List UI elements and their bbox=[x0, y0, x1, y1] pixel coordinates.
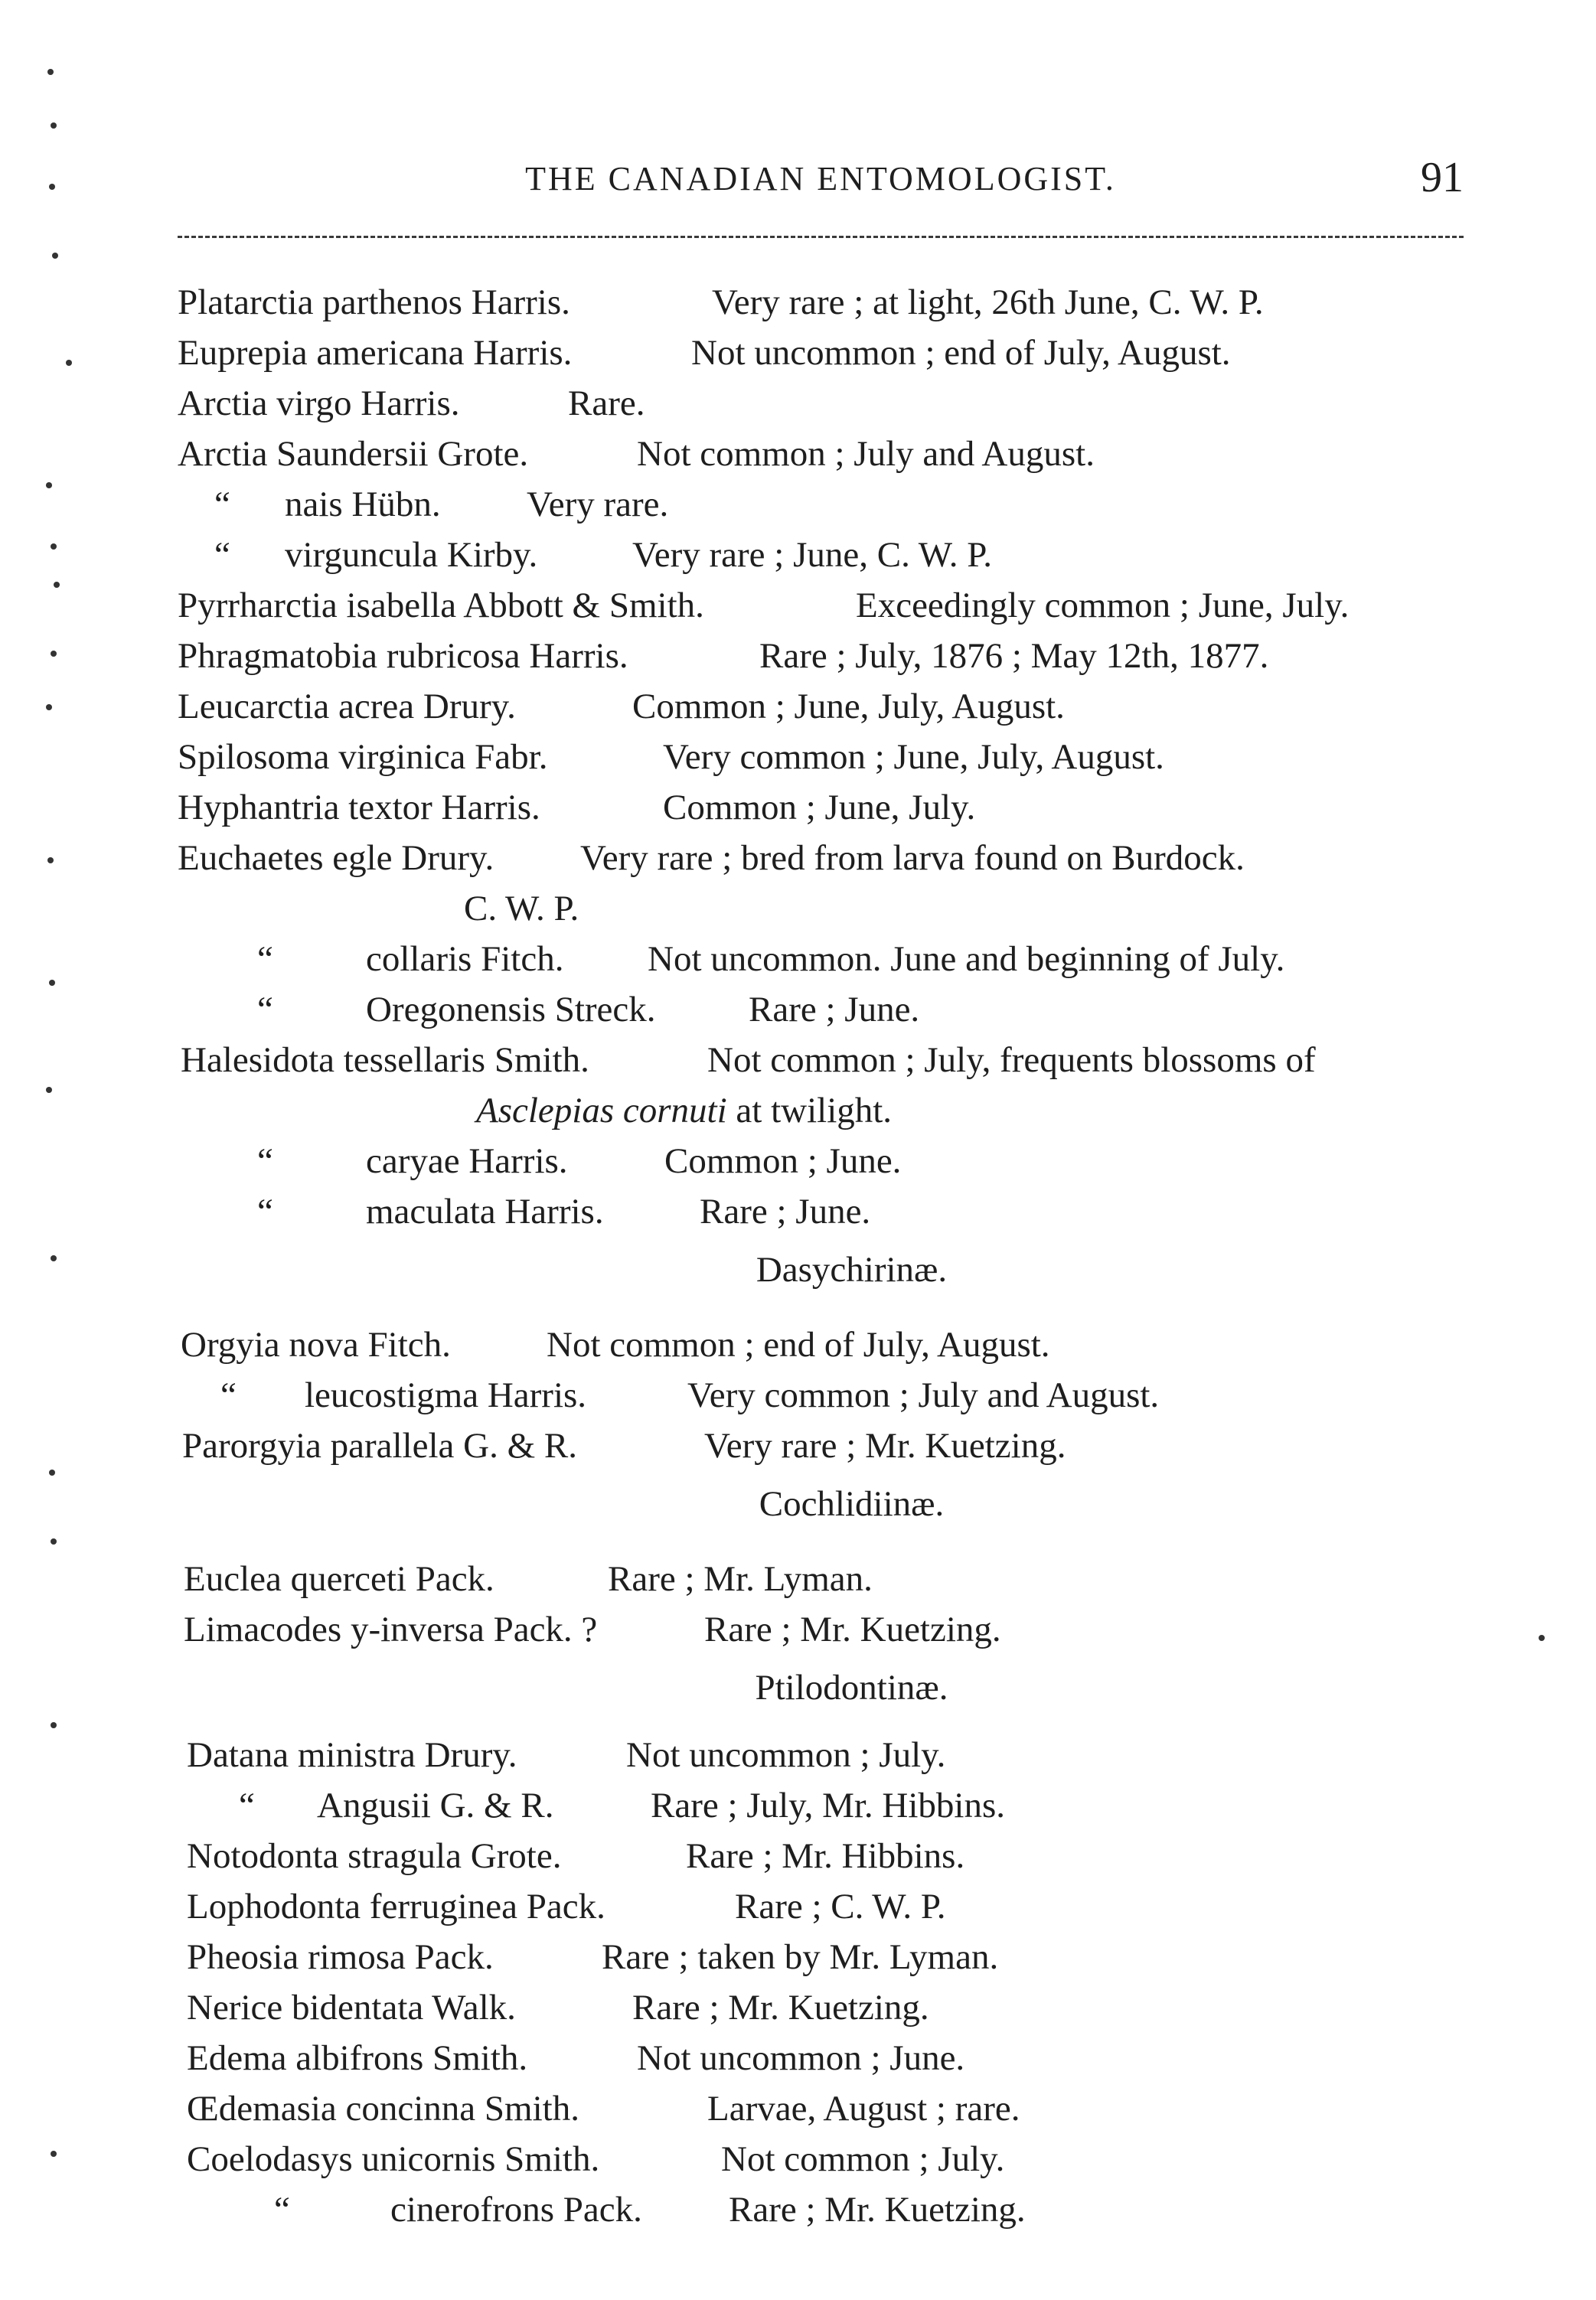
species-note: Very rare. bbox=[527, 484, 669, 524]
ditto-mark: “ bbox=[214, 535, 230, 575]
list-item bbox=[0, 2134, 1596, 2184]
list-item-continuation bbox=[0, 1085, 1596, 1136]
species-note: Rare. bbox=[568, 383, 645, 423]
species-name: virguncula Kirby. bbox=[285, 535, 538, 575]
species-name: Pheosia rimosa Pack. bbox=[187, 1937, 494, 1977]
section-heading-ptilodontinae: Ptilodontinæ. bbox=[755, 1668, 948, 1708]
page-header bbox=[178, 153, 1464, 207]
list-item bbox=[0, 580, 1596, 631]
species-name: Datana ministra Drury. bbox=[187, 1735, 517, 1775]
species-name: Edema albifrons Smith. bbox=[187, 2038, 528, 2078]
ditto-mark: “ bbox=[214, 484, 230, 524]
list-item bbox=[0, 833, 1596, 883]
list-item bbox=[0, 782, 1596, 833]
species-name: Hyphantria textor Harris. bbox=[178, 788, 540, 827]
species-name: caryae Harris. bbox=[366, 1141, 568, 1181]
species-list bbox=[0, 277, 1596, 2236]
list-item bbox=[0, 1831, 1596, 1881]
species-note: Rare ; Mr. Lyman. bbox=[608, 1559, 873, 1599]
species-note: Rare ; July, Mr. Hibbins. bbox=[651, 1786, 1006, 1825]
list-item bbox=[0, 1881, 1596, 1932]
species-note: Rare ; July, 1876 ; May 12th, 1877. bbox=[759, 636, 1269, 676]
species-note: Not common ; July and August. bbox=[637, 434, 1095, 474]
page-number: 91 bbox=[1421, 154, 1464, 201]
species-name: Spilosoma virginica Fabr. bbox=[178, 737, 548, 777]
list-item bbox=[0, 732, 1596, 782]
species-note: Rare ; Mr. Hibbins. bbox=[686, 1836, 965, 1876]
species-name: Platarctia parthenos Harris. bbox=[178, 282, 570, 322]
list-item bbox=[0, 1370, 1596, 1421]
species-note: Rare ; Mr. Kuetzing. bbox=[729, 2190, 1026, 2230]
species-note: Very rare ; June, C. W. P. bbox=[632, 535, 992, 575]
species-name: maculata Harris. bbox=[366, 1192, 604, 1232]
species-note-continuation: C. W. P. bbox=[464, 889, 579, 928]
section-heading-cochlidiinae: Cochlidiinæ. bbox=[759, 1484, 945, 1524]
species-note: Larvae, August ; rare. bbox=[707, 2089, 1020, 2129]
ditto-mark: “ bbox=[257, 1192, 273, 1232]
list-item bbox=[0, 1982, 1596, 2033]
species-note: Rare ; June. bbox=[700, 1192, 871, 1232]
ditto-mark: “ bbox=[257, 990, 273, 1029]
species-name: Arctia virgo Harris. bbox=[178, 383, 460, 423]
species-note: Rare ; June. bbox=[749, 990, 920, 1029]
list-item bbox=[0, 378, 1596, 429]
species-name: Angusii G. & R. bbox=[317, 1786, 554, 1825]
list-item bbox=[0, 1186, 1596, 1237]
species-note: Very rare ; at light, 26th June, C. W. P. bbox=[712, 282, 1264, 322]
list-item-continuation bbox=[0, 883, 1596, 934]
species-name: Leucarctia acrea Drury. bbox=[178, 687, 516, 726]
species-name: Euchaetes egle Drury. bbox=[178, 838, 494, 878]
species-note: Rare ; C. W. P. bbox=[735, 1887, 946, 1926]
species-name: Euclea querceti Pack. bbox=[184, 1559, 494, 1599]
list-item bbox=[0, 934, 1596, 984]
header-rule bbox=[178, 236, 1464, 238]
species-note: Not uncommon ; end of July, August. bbox=[691, 333, 1231, 373]
species-name: Arctia Saundersii Grote. bbox=[178, 434, 529, 474]
species-note: Very common ; July and August. bbox=[687, 1375, 1160, 1415]
species-name: Phragmatobia rubricosa Harris. bbox=[178, 636, 628, 676]
list-item bbox=[0, 2083, 1596, 2134]
list-item bbox=[0, 1730, 1596, 1780]
species-name: Limacodes y-inversa Pack. ? bbox=[184, 1610, 598, 1649]
list-item bbox=[0, 429, 1596, 479]
list-item bbox=[0, 479, 1596, 530]
species-name: Coelodasys unicornis Smith. bbox=[187, 2139, 600, 2179]
species-name: nais Hübn. bbox=[285, 484, 441, 524]
section-heading-dasychirinae: Dasychirinæ. bbox=[756, 1250, 948, 1290]
ditto-mark: “ bbox=[257, 939, 273, 979]
species-note: Common ; June, July. bbox=[663, 788, 976, 827]
list-item bbox=[0, 2184, 1596, 2235]
species-note: Not uncommon. June and beginning of July. bbox=[648, 939, 1285, 979]
species-note: Common ; June, July, August. bbox=[632, 687, 1065, 726]
species-name: Lophodonta ferruginea Pack. bbox=[187, 1887, 605, 1926]
species-note: Rare ; Mr. Kuetzing. bbox=[632, 1988, 929, 2028]
list-item bbox=[0, 1136, 1596, 1186]
species-name: leucostigma Harris. bbox=[305, 1375, 587, 1415]
species-name: Notodonta stragula Grote. bbox=[187, 1836, 562, 1876]
list-item bbox=[0, 277, 1596, 328]
ditto-mark: “ bbox=[239, 1786, 255, 1825]
list-item bbox=[0, 1421, 1596, 1471]
species-note: Very rare ; Mr. Kuetzing. bbox=[704, 1426, 1066, 1466]
species-note: Not common ; end of July, August. bbox=[547, 1325, 1050, 1365]
species-name: Pyrrharctia isabella Abbott & Smith. bbox=[178, 586, 704, 625]
list-item bbox=[0, 1554, 1596, 1604]
species-note: Very common ; June, July, August. bbox=[663, 737, 1164, 777]
list-item bbox=[0, 631, 1596, 681]
species-note: Not common ; July, frequents blossoms of bbox=[707, 1040, 1316, 1080]
species-name: Nerice bidentata Walk. bbox=[187, 1988, 516, 2028]
list-item bbox=[0, 530, 1596, 580]
species-name: Œdemasia concinna Smith. bbox=[187, 2089, 579, 2129]
species-note: Common ; June. bbox=[664, 1141, 902, 1181]
ditto-mark: “ bbox=[257, 1141, 273, 1181]
species-note: Rare ; Mr. Kuetzing. bbox=[704, 1610, 1001, 1649]
ditto-mark: “ bbox=[274, 2190, 290, 2230]
list-item bbox=[0, 681, 1596, 732]
list-item bbox=[0, 1035, 1596, 1085]
species-note: Rare ; taken by Mr. Lyman. bbox=[602, 1937, 999, 1977]
list-item bbox=[0, 1604, 1596, 1655]
plant-name: Asclepias cornuti bbox=[476, 1091, 727, 1130]
running-title: THE CANADIAN ENTOMOLOGIST. bbox=[525, 160, 1116, 197]
species-name: Halesidota tessellaris Smith. bbox=[181, 1040, 589, 1080]
list-item bbox=[0, 1780, 1596, 1831]
species-note: Exceedingly common ; June, July. bbox=[856, 586, 1350, 625]
list-item bbox=[0, 1320, 1596, 1370]
species-note: Not uncommon ; July. bbox=[626, 1735, 946, 1775]
list-item bbox=[0, 328, 1596, 378]
species-name: Parorgyia parallela G. & R. bbox=[182, 1426, 577, 1466]
ditto-mark: “ bbox=[220, 1375, 237, 1415]
list-item bbox=[0, 2033, 1596, 2083]
species-note: Very rare ; bred from larva found on Burdock. bbox=[580, 838, 1245, 878]
list-item bbox=[0, 984, 1596, 1035]
species-note-continuation: at twilight. bbox=[736, 1091, 893, 1130]
species-note: Not uncommon ; June. bbox=[637, 2038, 965, 2078]
species-name: cinerofrons Pack. bbox=[390, 2190, 642, 2230]
list-item bbox=[0, 1932, 1596, 1982]
species-name: Oregonensis Streck. bbox=[366, 990, 656, 1029]
species-name: collaris Fitch. bbox=[366, 939, 564, 979]
species-name: Orgyia nova Fitch. bbox=[181, 1325, 451, 1365]
species-name: Euprepia americana Harris. bbox=[178, 333, 573, 373]
species-note: Not common ; July. bbox=[721, 2139, 1005, 2179]
